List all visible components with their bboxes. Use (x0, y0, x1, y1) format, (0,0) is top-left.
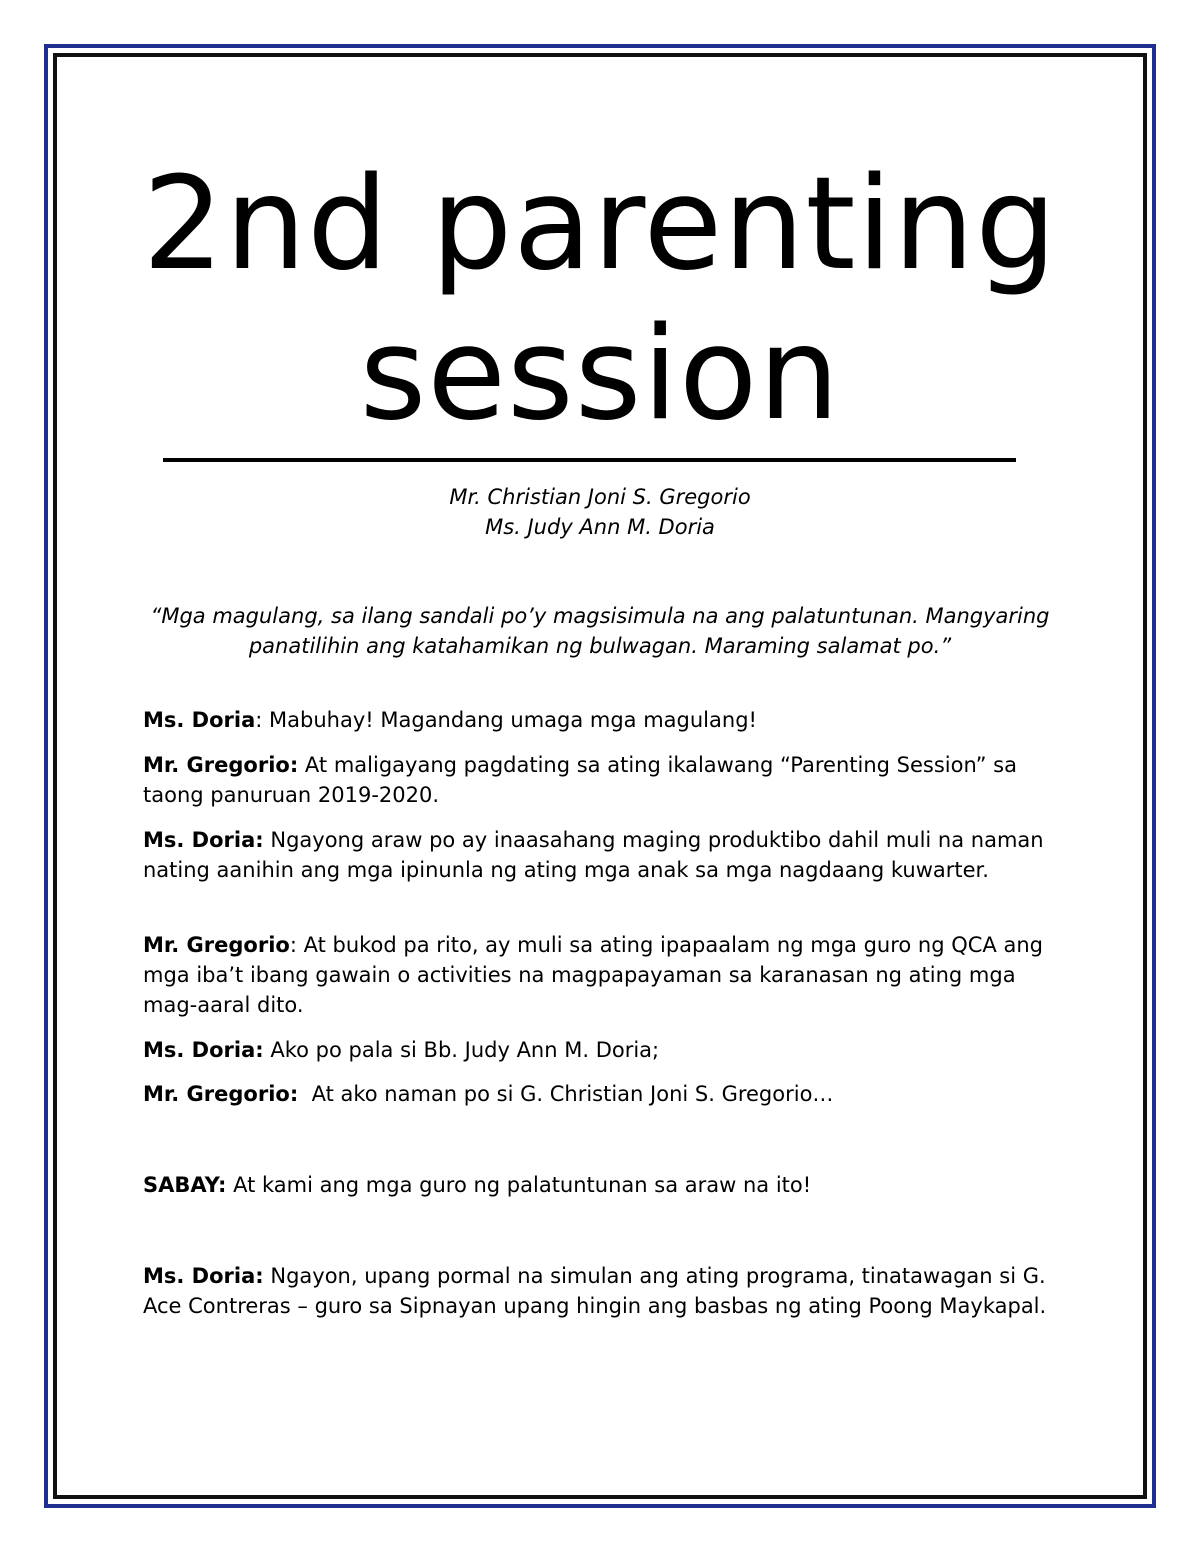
speaker-separator (298, 1082, 311, 1106)
author-name: Mr. Christian Joni S. Gregorio (449, 485, 751, 509)
script-line (143, 750, 1063, 810)
script-line (143, 1261, 1063, 1321)
dialogue-text: Ngayong araw po ay inaasahang maging produktibo dahil muli na naman nating aanihin ang mga ipinunla ng ating mga anak sa mga nagdaang kuwarter. (143, 828, 1044, 882)
speaker-label: Ms. Doria: (143, 1264, 264, 1288)
script-line (143, 1035, 1063, 1065)
speaker-label: Mr. Gregorio: (143, 753, 299, 777)
dialogue-text: At bukod pa rito, ay muli sa ating ipapaalam ng mga guro ng QCA ang mga iba’t ibang gawain o activities na magpapayaman sa karanasan ng ating mga mag-aaral dito. (143, 933, 1043, 1017)
dialogue-text: At ako naman po si G. Christian Joni S. Gregorio… (311, 1082, 834, 1106)
title-divider (163, 458, 1016, 462)
script-line (143, 825, 1063, 885)
speaker-separator: : (255, 708, 270, 732)
speaker-label: SABAY: (143, 1173, 227, 1197)
speaker-separator (298, 753, 305, 777)
script-line (143, 930, 1063, 1020)
dialogue-text: At kami ang mga guro ng palatuntunan sa araw na ito! (233, 1173, 812, 1197)
speaker-label: Ms. Doria: (143, 828, 264, 852)
authors-block (60, 482, 1140, 542)
script-line (143, 1170, 1063, 1200)
dialogue-text: At maligayang pagdating sa ating ikalawang “Parenting Session” sa taong panuruan 2019-2020. (143, 753, 1017, 807)
script-line (143, 705, 1063, 735)
speaker-label: Mr. Gregorio: (143, 1082, 299, 1106)
speaker-label: Ms. Doria (143, 708, 256, 732)
opening-quote: “Mga magulang, sa ilang sandali po’y magsisimula na ang palatuntunan. Mangyaring panatilihin ang katahamikan ng bulwagan. Maraming salamat po.” (150, 604, 1050, 658)
dialogue-text: Mabuhay! Magandang umaga mga magulang! (269, 708, 757, 732)
title-line-1: 2nd parenting (142, 150, 1058, 299)
dialogue-text: Ngayon, upang pormal na simulan ang ating programa, tinatawagan si G. Ace Contreras – guro sa Sipnayan upang hingin ang basbas ng ating Poong Maykapal. (143, 1264, 1047, 1318)
title-line-2: session (359, 300, 841, 449)
author-name: Ms. Judy Ann M. Doria (485, 515, 715, 539)
speaker-label: Ms. Doria: (143, 1038, 264, 1062)
speaker-label: Mr. Gregorio (143, 933, 290, 957)
script-line (143, 1079, 1063, 1109)
page-title (60, 150, 1140, 450)
speaker-separator: : (289, 933, 304, 957)
dialogue-text: Ako po pala si Bb. Judy Ann M. Doria; (270, 1038, 660, 1062)
